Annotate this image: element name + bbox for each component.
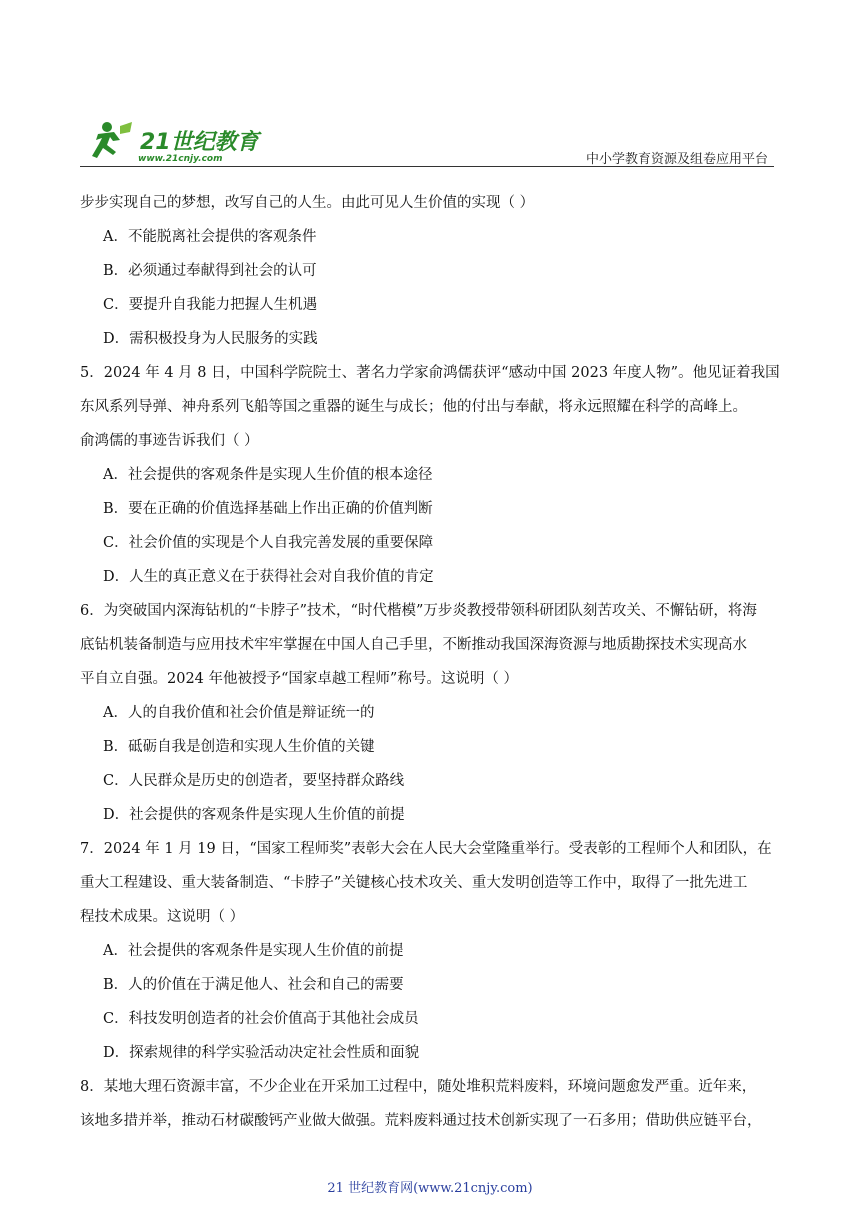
logo-main-text: 21世纪教育: [140, 130, 259, 155]
page-footer: [0, 1177, 860, 1196]
question-text-line: 6．为突破国内深海钻机的“卡脖子”技术，“时代楷模”万步炎教授带领科研团队刻苦攻关、不懈钻研，将海: [80, 603, 757, 619]
question-text-line: 俞鸿儒的事迹告诉我们（ ）: [80, 433, 259, 449]
platform-name: 中小学教育资源及组卷应用平台: [585, 152, 768, 167]
question-text-line: 底钻机装备制造与应用技术牢牢掌握在中国人自己手里，不断推动我国深海资源与地质勘探技术实现高水: [80, 637, 747, 653]
logo-url-text: www.21cnjy.com: [138, 154, 223, 164]
answer-option: D．社会提供的客观条件是实现人生价值的前提: [103, 807, 405, 823]
question-text-line: 步步实现自己的梦想，改写自己的人生。由此可见人生价值的实现（ ）: [80, 195, 535, 211]
runner-icon: [92, 122, 132, 158]
question-text-line: 7．2024 年 1 月 19 日，“国家工程师奖”表彰大会在人民大会堂隆重举行。受表彰的工程师个人和团队，在: [80, 841, 772, 857]
question-content: [80, 186, 780, 1138]
answer-option: C．科技发明创造者的社会价值高于其他社会成员: [103, 1011, 419, 1027]
answer-option: C．要提升自我能力把握人生机遇: [103, 297, 318, 313]
answer-option: B．人的价值在于满足他人、社会和自己的需要: [103, 977, 404, 993]
answer-option: B．要在正确的价值选择基础上作出正确的价值判断: [103, 501, 433, 517]
header-divider: [80, 166, 774, 167]
answer-option: B．必须通过奉献得到社会的认可: [103, 263, 317, 279]
answer-option: A．社会提供的客观条件是实现人生价值的根本途径: [103, 467, 433, 483]
answer-option: D．需积极投身为人民服务的实践: [103, 331, 318, 347]
question-text-line: 5．2024 年 4 月 8 日，中国科学院院士、著名力学家俞鸿儒获评“感动中国 2023 年度人物”。他见证着我国: [80, 365, 780, 381]
answer-option: A．人的自我价值和社会价值是辩证统一的: [103, 705, 375, 721]
answer-option: D．人生的真正意义在于获得社会对自我价值的肯定: [103, 569, 434, 585]
answer-option: D．探索规律的科学实验活动决定社会性质和面貌: [103, 1045, 420, 1061]
question-text-line: 重大工程建设、重大装备制造、“卡脖子”关键核心技术攻关、重大发明创造等工作中，取得了一批先进工: [80, 875, 748, 891]
21cnjy-logo: [80, 118, 330, 168]
question-text-line: 程技术成果。这说明（ ）: [80, 909, 245, 925]
question-text-line: 该地多措并举，推动石材碳酸钙产业做大做强。荒料废料通过技术创新实现了一石多用；借助供应链平台，: [80, 1113, 762, 1129]
answer-option: A．不能脱离社会提供的客观条件: [103, 229, 317, 245]
answer-option: C．社会价值的实现是个人自我完善发展的重要保障: [103, 535, 434, 551]
page-header: [80, 118, 774, 168]
question-text-line: 8．某地大理石资源丰富，不少企业在开采加工过程中，随处堆积荒料废料，环境问题愈发严重。近年来，: [80, 1079, 757, 1095]
question-text-line: 东风系列导弹、神舟系列飞船等国之重器的诞生与成长；他的付出与奉献，将永远照耀在科学的高峰上。: [80, 399, 747, 415]
answer-option: C．人民群众是历史的创造者，要坚持群众路线: [103, 773, 405, 789]
footer-text: 21 世纪教育网(www.21cnjy.com): [327, 1181, 533, 1196]
answer-option: A．社会提供的客观条件是实现人生价值的前提: [103, 943, 404, 959]
answer-option: B．砥砺自我是创造和实现人生价值的关键: [103, 739, 375, 755]
question-text-line: 平自立自强。2024 年他被授予“国家卓越工程师”称号。这说明（ ）: [80, 671, 518, 687]
